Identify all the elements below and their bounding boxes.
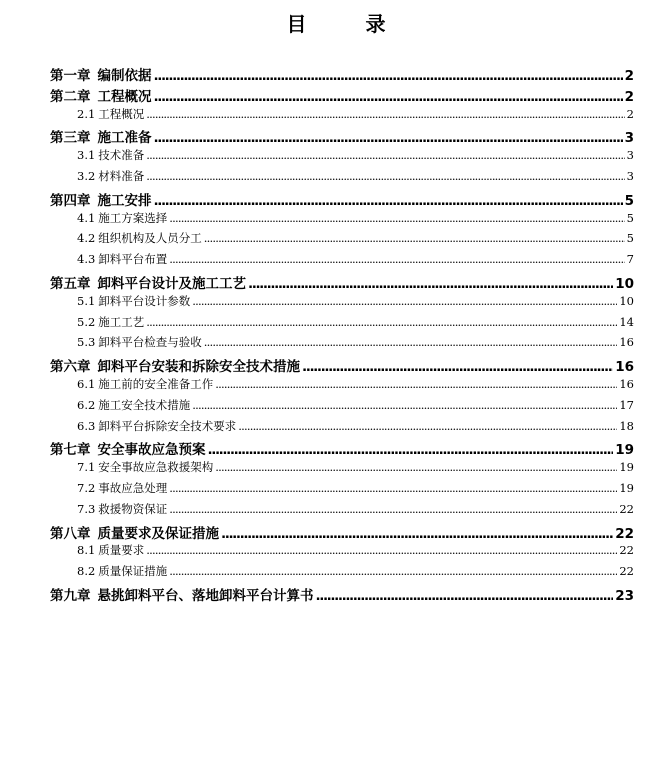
toc-page-number: 5	[626, 231, 634, 246]
toc-chapter-entry[interactable]	[50, 126, 634, 147]
toc-dot-leader	[248, 276, 613, 292]
toc-entry-number: 3.2	[77, 168, 96, 183]
toc-chapter-entry[interactable]	[50, 438, 634, 459]
toc-dot-leader	[146, 315, 617, 329]
toc-entry-title: 质量要求及保证措施	[97, 525, 219, 542]
toc-entry-title: 编制依据	[97, 68, 152, 84]
toc-entry-title: 救援物资保证	[98, 501, 168, 516]
toc-section-entry[interactable]	[50, 106, 634, 127]
toc-entry-number: 第七章	[50, 442, 91, 459]
toc-dot-leader	[154, 68, 623, 84]
toc-entry-number: 6.2	[77, 397, 96, 412]
toc-entry-number: 第四章	[50, 192, 91, 209]
toc-dot-leader	[154, 89, 623, 105]
toc-page-number: 19	[619, 480, 634, 495]
toc-section-entry[interactable]	[50, 334, 634, 355]
toc-entry-title: 技术准备	[98, 148, 145, 163]
toc-entry-title: 组织机构及人员分工	[98, 231, 202, 246]
toc-page-number: 16	[615, 359, 634, 376]
toc-entry-number: 8.2	[77, 564, 96, 579]
toc-page-number: 3	[626, 168, 634, 183]
toc-section-entry[interactable]	[50, 542, 634, 563]
toc-entry-title: 施工安全技术措施	[98, 397, 191, 412]
toc-entry-number: 第五章	[50, 275, 91, 292]
toc-page-number: 5	[624, 192, 634, 209]
toc-chapter-entry[interactable]	[50, 64, 634, 85]
toc-page-number: 3	[624, 130, 634, 147]
toc-page-number: 7	[626, 252, 634, 267]
toc-section-entry[interactable]	[50, 168, 634, 189]
toc-section-entry[interactable]	[50, 563, 634, 584]
toc-entry-title: 施工准备	[97, 130, 152, 147]
toc-section-entry[interactable]	[50, 251, 634, 272]
toc-dot-leader	[208, 442, 614, 458]
toc-dot-leader	[146, 107, 624, 121]
toc-page-number: 23	[615, 587, 634, 604]
toc-page-number: 10	[619, 293, 634, 308]
toc-entry-number: 第一章	[50, 68, 91, 84]
toc-entry-number: 第八章	[50, 525, 91, 542]
toc-dot-leader	[204, 335, 618, 349]
toc-page-number: 22	[619, 543, 634, 558]
toc-chapter-entry[interactable]	[50, 85, 634, 106]
toc-entry-title: 材料准备	[98, 168, 145, 183]
toc-page-number: 14	[619, 314, 634, 329]
toc-entry-title: 施工工艺	[98, 314, 145, 329]
toc-entry-number: 8.1	[77, 543, 96, 558]
toc-entry-number: 7.2	[77, 480, 96, 495]
toc-entry-title: 安全事故应急预案	[97, 442, 206, 459]
toc-chapter-entry[interactable]	[50, 522, 634, 543]
toc-entry-title: 工程概况	[98, 106, 145, 121]
toc-page-number: 10	[615, 275, 634, 292]
toc-dot-leader	[192, 398, 617, 412]
toc-dot-leader	[204, 231, 625, 245]
toc-dot-leader	[146, 543, 617, 557]
toc-page-number: 16	[619, 376, 634, 391]
toc-dot-leader	[169, 502, 617, 516]
toc-entry-title: 卸料平台拆除安全技术要求	[98, 418, 237, 433]
toc-entry-title: 事故应急处理	[98, 480, 168, 495]
toc-page-number: 3	[626, 148, 634, 163]
toc-dot-leader	[192, 294, 617, 308]
toc-title: 目 录	[286, 12, 412, 36]
toc-section-entry[interactable]	[50, 293, 634, 314]
toc-dot-leader	[169, 481, 617, 495]
toc-chapter-entry[interactable]	[50, 355, 634, 376]
toc-page-number: 2	[626, 106, 634, 121]
toc-list	[50, 64, 634, 605]
toc-page-number: 17	[619, 397, 634, 412]
toc-page-number: 16	[619, 335, 634, 350]
toc-dot-leader	[215, 377, 617, 391]
toc-entry-number: 第六章	[50, 359, 91, 376]
toc-section-entry[interactable]	[50, 480, 634, 501]
toc-entry-title: 质量保证措施	[98, 564, 168, 579]
toc-entry-title: 卸料平台检查与验收	[98, 335, 202, 350]
toc-entry-title: 卸料平台设计及施工工艺	[97, 275, 246, 292]
toc-dot-leader	[215, 460, 617, 474]
toc-section-entry[interactable]	[50, 314, 634, 335]
toc-entry-number: 5.3	[77, 335, 96, 350]
toc-section-entry[interactable]	[50, 210, 634, 231]
toc-dot-leader	[154, 130, 623, 146]
toc-entry-number: 4.3	[77, 252, 96, 267]
toc-dot-leader	[169, 252, 624, 266]
toc-dot-leader	[169, 564, 617, 578]
toc-entry-number: 4.1	[77, 210, 96, 225]
toc-page-number: 2	[624, 68, 634, 84]
toc-section-entry[interactable]	[50, 376, 634, 397]
toc-section-entry[interactable]	[50, 418, 634, 439]
toc-section-entry[interactable]	[50, 501, 634, 522]
toc-page-number: 19	[615, 442, 634, 459]
toc-dot-leader	[169, 211, 624, 225]
toc-entry-title: 施工前的安全准备工作	[98, 376, 214, 391]
toc-entry-title: 施工安排	[97, 192, 152, 209]
toc-entry-title: 质量要求	[98, 543, 145, 558]
toc-entry-title: 卸料平台布置	[98, 252, 168, 267]
toc-dot-leader	[302, 359, 613, 375]
toc-dot-leader	[221, 526, 613, 542]
toc-entry-number: 7.3	[77, 501, 96, 516]
toc-section-entry[interactable]	[50, 397, 634, 418]
toc-chapter-entry[interactable]	[50, 272, 634, 293]
toc-entry-number: 第九章	[50, 587, 91, 604]
toc-entry-number: 5.2	[77, 314, 96, 329]
toc-entry-number: 5.1	[77, 293, 96, 308]
toc-page-number: 5	[626, 210, 634, 225]
toc-page-number: 22	[615, 525, 634, 542]
toc-entry-number: 7.1	[77, 460, 96, 475]
toc-chapter-entry[interactable]	[50, 189, 634, 210]
toc-entry-title: 悬挑卸料平台、落地卸料平台计算书	[97, 587, 314, 604]
toc-entry-title: 卸料平台设计参数	[98, 293, 191, 308]
toc-entry-title: 施工方案选择	[98, 210, 168, 225]
toc-chapter-entry[interactable]	[50, 584, 634, 605]
toc-section-entry[interactable]	[50, 147, 634, 168]
toc-entry-title: 安全事故应急救援架构	[98, 460, 214, 475]
toc-entry-number: 4.2	[77, 231, 96, 246]
toc-dot-leader	[146, 148, 624, 162]
toc-dot-leader	[316, 588, 614, 604]
toc-section-entry[interactable]	[50, 230, 634, 251]
toc-page-number: 2	[624, 88, 634, 105]
toc-entry-number: 3.1	[77, 148, 96, 163]
toc-entry-number: 第二章	[50, 88, 91, 105]
toc-entry-number: 6.3	[77, 418, 96, 433]
toc-entry-number: 2.1	[77, 106, 96, 121]
toc-entry-title: 工程概况	[97, 88, 152, 105]
toc-page-number: 22	[619, 501, 634, 516]
toc-dot-leader	[146, 169, 624, 183]
toc-dot-leader	[154, 193, 623, 209]
toc-entry-title: 卸料平台安装和拆除安全技术措施	[97, 359, 300, 376]
toc-entry-number: 第三章	[50, 130, 91, 147]
toc-page-number: 19	[619, 460, 634, 475]
toc-page-number: 18	[619, 418, 634, 433]
toc-entry-number: 6.1	[77, 376, 96, 391]
toc-section-entry[interactable]	[50, 459, 634, 480]
toc-page-number: 22	[619, 564, 634, 579]
toc-dot-leader	[238, 419, 617, 433]
